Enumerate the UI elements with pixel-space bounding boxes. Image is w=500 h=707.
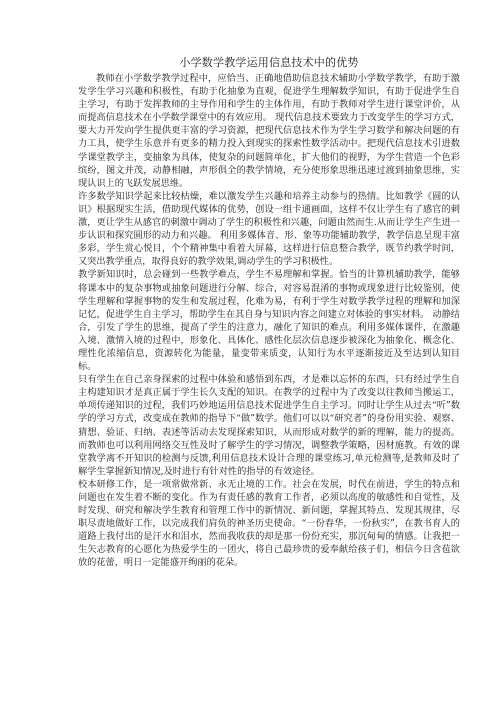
paragraph-5: 校本研修工作，是一项常做常新、永无止境的工作。社会在发展，时代在前进，学生的特点和问题也在发生着不断的变化。作为有责任感的教育工作者，必须以高度的敏感性和自觉性，及时发现、研究和解决学生教育和管理工作中的新情况、新问题，掌握其特点、发现其规律，尽职尽责地做好工作，以完成我们肩负的神圣历史使命。“一份春华，一份秋实”，在教书育人的道路上我付出的是汗水和泪水，然而我收获的却是那一份份充实，那沉甸甸的情感。让我把一生矢志教育的心愿化为热爱学生的一团火，将自己最珍贵的爱奉献给孩子们，相信今日含苞欲放的花蕾，明日一定能盛开绚丽的花朵。 bbox=[78, 478, 460, 569]
paragraph-4: 只有学生在自己亲身探索的过程中体验和感悟到东西，才是难以忘怀的东西，只有经过学生自主构建知识才是真正属于学生长久支配的知识。在教学的过程中为了改变以往教师当搬运工，单项传递知识的过程，我们巧妙地运用信息技术促进学生自主学习。同时让学生从过去“听”数学的学习方式，改变成在教师的指导下“做”数学。他们可以以“研究者”的身份用实验、观察、猜想、验证、归纳、表述等活动去发现探索知识，从而形成对数学的新的理解，能力的提高。而教师也可以利用网络交互性及时了解学生的学习情况，调整教学策略，因材施教。有效的课堂教学离不开知识的检测与反馈,利用信息技术设计合理的课堂练习,单元检测等,是教师及时了解学生掌握新知情况,及时进行有针对性的指导的有效途径。 bbox=[78, 374, 460, 477]
paragraph-1: 教师在小学数学教学过程中，应恰当、正确地借助信息技术辅助小学数学教学，有助于激发学生学习兴趣和积极性，有助于化抽象为直观，促进学生理解数学知识，有助于促进学生自主学习，有助于发挥教师的主导作用和学生的主体作用，有助于教师对学生进行课堂评价，从而提高信息技术在小学数学课堂中的有效应用。 现代信息技术要致力于改变学生的学习方式，要大力开发向学生提供更丰富的学习资源，把现代信息技术作为学生学习数学和解决问题的有力工具，使学生乐意并有更多的精力投入到现实的探索性数学活动中。把现代信息技术引进数学课堂教学主，变抽象为具体，使复杂的问题简单化，扩大他们的视野，为学生营造一个色彩缤纷，图文并茂，动静相融，声形俱全的教学情境，充分使形象思维迅速过渡到抽象思维，实现认识上的飞跃发展思维。 bbox=[78, 73, 460, 189]
document-title: 小学数学教学运用信息技术中的优势 bbox=[179, 56, 359, 69]
paragraph-3: 教学新知识时，总会碰到一些教学难点，学生不易理解和掌握。恰当的计算机辅助教学，能够将课本中的复杂事物或抽象问题进行分解、综合，对容易混淆的事物或现象进行比较鉴别，使学生理解和掌握事物的发生和发展过程，化难为易，有利于学生对数学教学过程的理解和加深记忆，促进学生自主学习，帮助学生在其自身与知识内容之间建立对体验的事实材料。 动静结合，引发了学生的思维，提高了学生的注意力，融化了知识的难点。利用多媒体课件，在激趣入境、激情入境的过程中，形象化、具体化、感性化层次信息逐步被深化为抽象化、概念化、理性化浓缩信息，资源转化为能量，量变带来质变，认知行为水平逐渐接近及至达到认知目标。 bbox=[78, 269, 460, 373]
paragraph-2: 许多数学知识学起来比较枯燥，难以激发学生兴趣和培养主动参与的热情。比如教学《圆的认识》根据现实生活，借助现代媒体的优势，创设一组卡通画面，这样不仅让学生有了感官的刺激，更让学生从感官的刺激中调动了学生的积极性和兴趣，问题由然而生.从而让学生产生进一步认识和探究圆形的动力和兴趣。 利用多媒体音、形、象等功能辅助教学，教学信息呈现丰富多彩，学生赏心悦目，个个精神集中看着大屏幕，这样进行信息整合教学，既节约教学时间，又突出教学重点，取得良好的教学效果,调动学生的学习积极性。 bbox=[78, 190, 460, 268]
